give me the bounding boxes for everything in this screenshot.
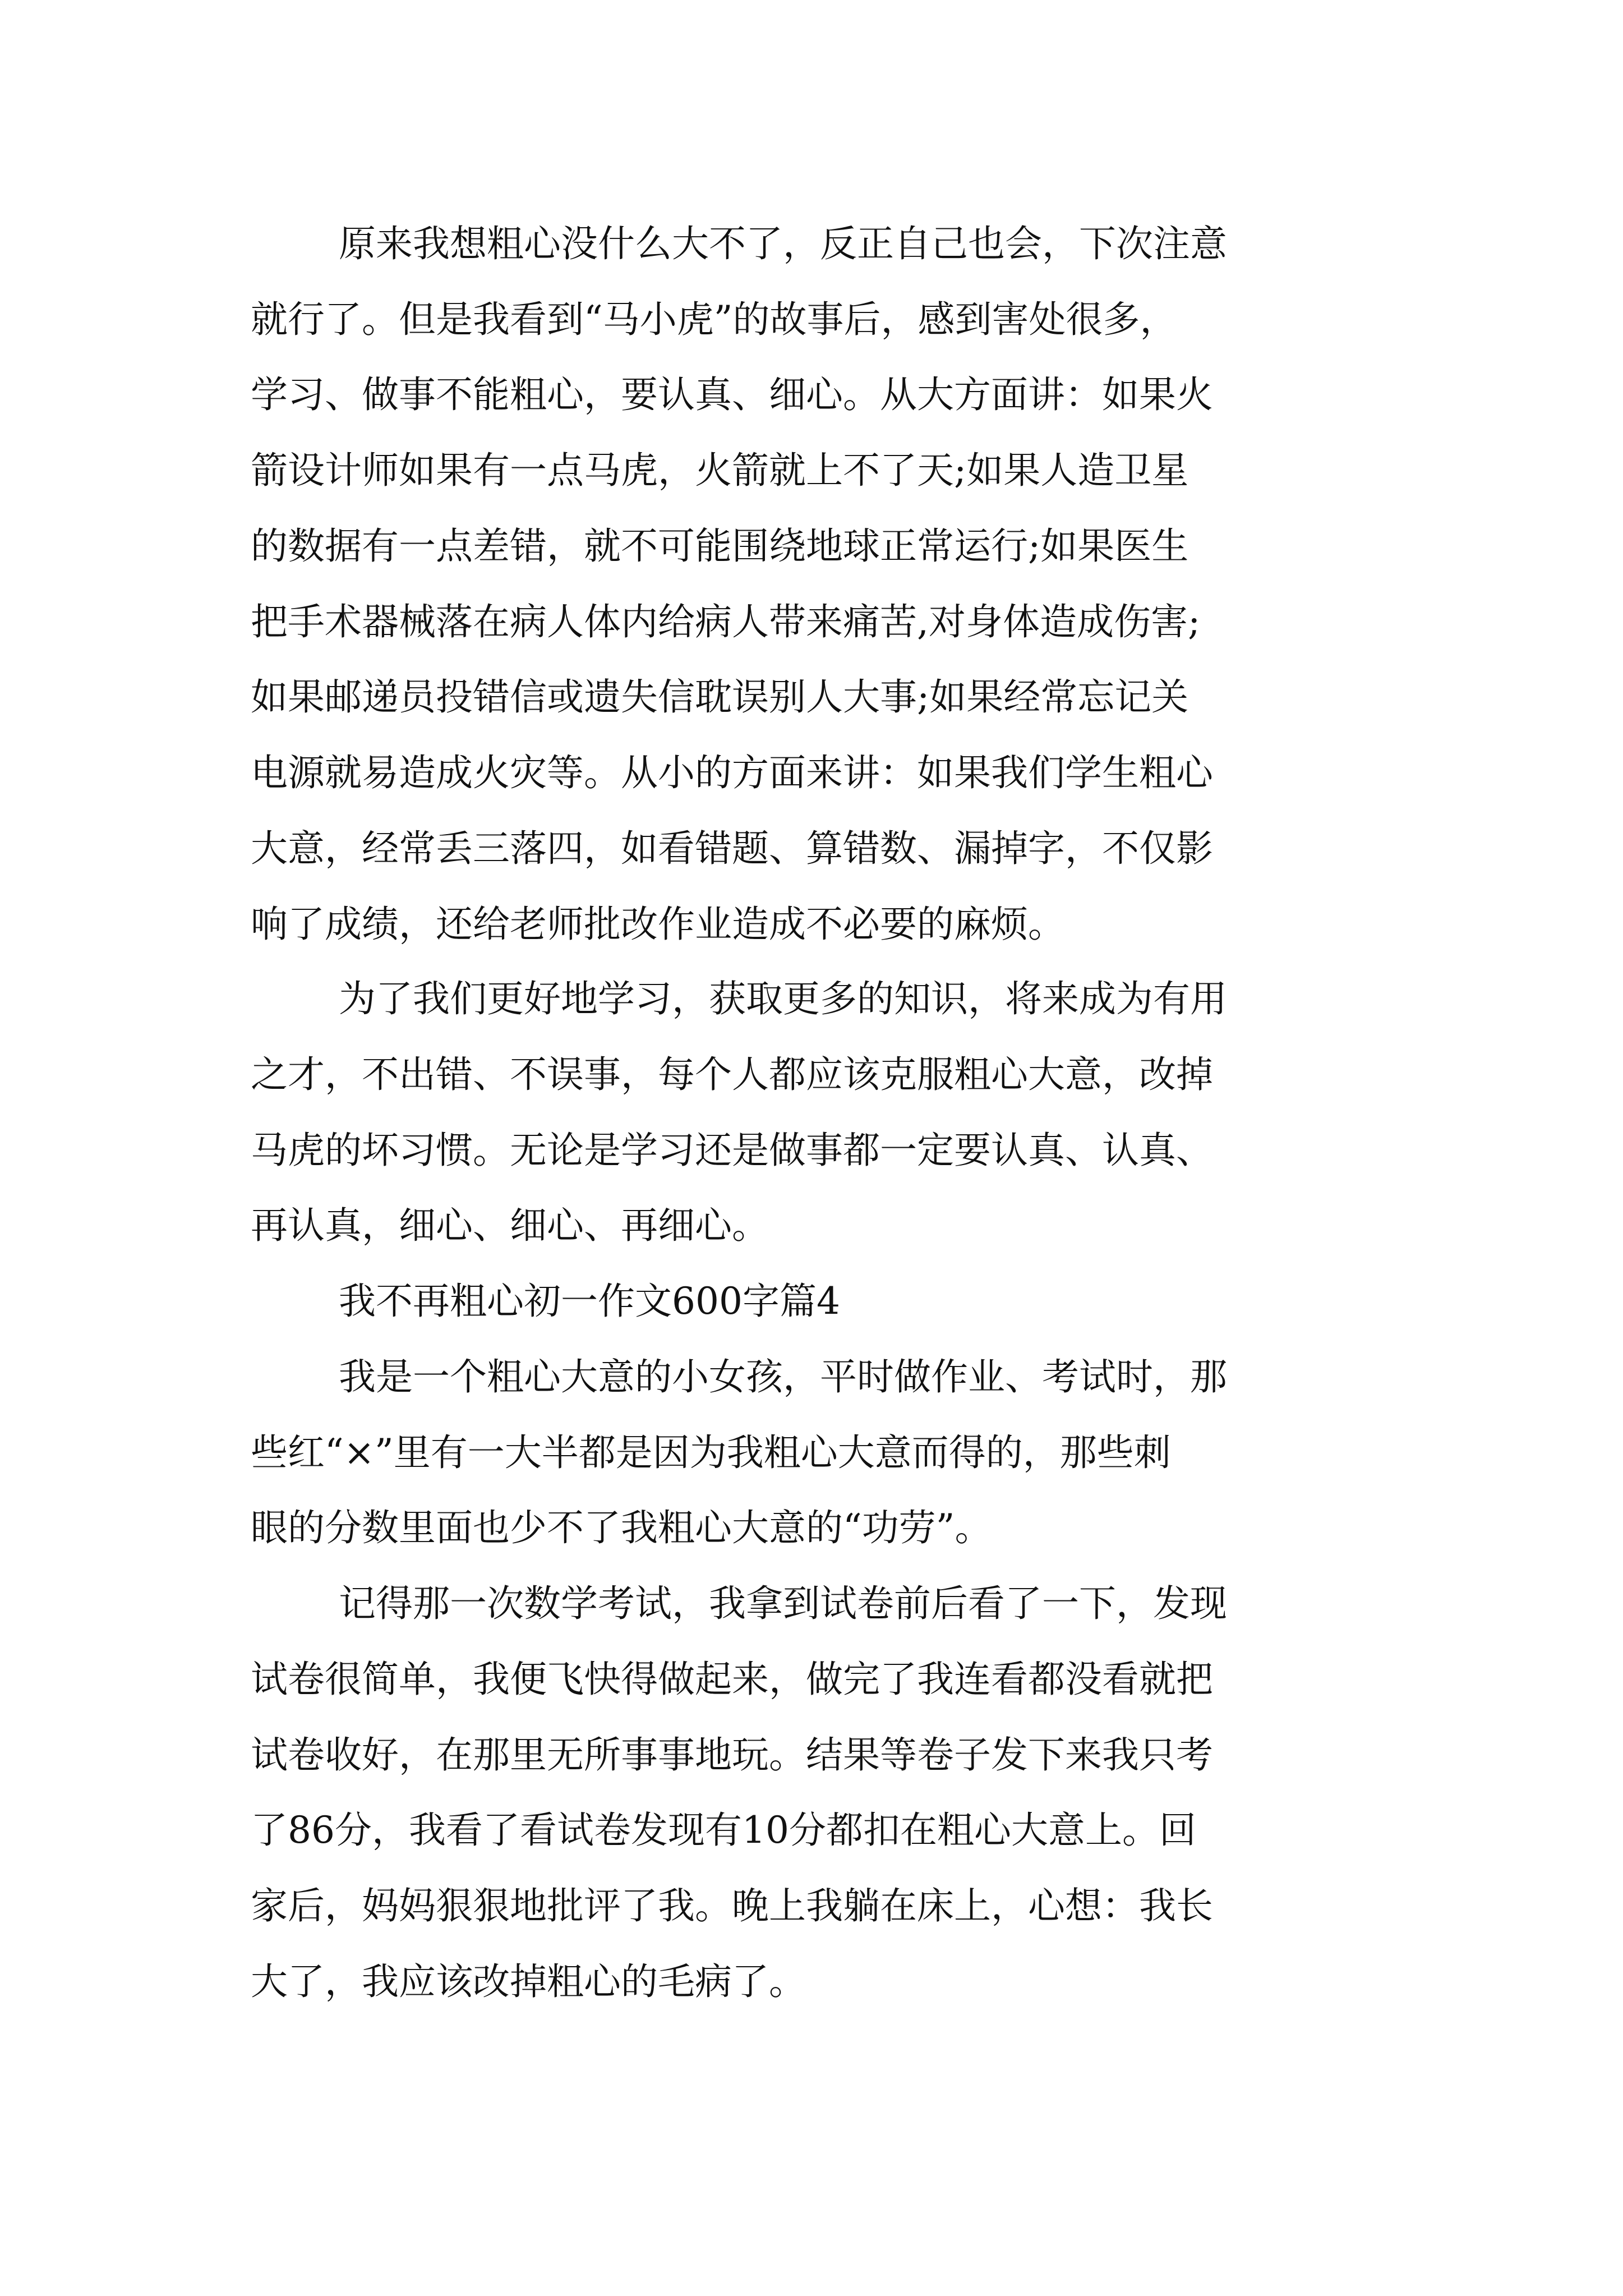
text-line: 记得那一次数学考试，我拿到试卷前后看了一下，发现 [339,1582,1227,1625]
text-line: 大了，我应该改掉粗心的毛病了。 [251,1960,806,2003]
text-line: 原来我想粗心没什么大不了，反正自己也会，下次注意 [339,222,1227,265]
text-line: 眼的分数里面也少不了我粗心大意的“功劳”。 [251,1506,992,1549]
text-line: 就行了。但是我看到“马小虎”的故事后，感到害处很多， [251,298,1177,341]
text-line: 如果邮递员投错信或遗失信耽误别人大事;如果经常忘记关 [251,675,1189,719]
section-heading: 我不再粗心初一作文600字篇4 [339,1280,840,1323]
text-line: 电源就易造成火灾等。从小的方面来讲：如果我们学生粗心 [251,751,1213,794]
text-line: 再认真，细心、细心、再细心。 [251,1204,769,1247]
text-line: 试卷收好，在那里无所事事地玩。结果等卷子发下来我只考 [251,1733,1213,1777]
text-line: 试卷很简单，我便飞快得做起来，做完了我连看都没看就把 [251,1658,1213,1701]
text-line: 之才，不出错、不误事，每个人都应该克服粗心大意，改掉 [251,1053,1213,1096]
text-line: 家后，妈妈狠狠地批评了我。晚上我躺在床上，心想：我长 [251,1884,1213,1927]
text-line: 了86分，我看了看试卷发现有10分都扣在粗心大意上。回 [251,1809,1196,1852]
text-line: 把手术器械落在病人体内给病人带来痛苦,对身体造成伤害; [251,600,1201,643]
text-line: 的数据有一点差错，就不可能围绕地球正常运行;如果医生 [251,524,1189,568]
text-line: 大意，经常丢三落四，如看错题、算错数、漏掉字，不仅影 [251,827,1213,870]
text-line: 马虎的坏习惯。无论是学习还是做事都一定要认真、认真、 [251,1129,1213,1172]
text-line: 箭设计师如果有一点马虎，火箭就上不了天;如果人造卫星 [251,449,1189,492]
text-line: 为了我们更好地学习，获取更多的知识，将来成为有用 [339,977,1227,1020]
text-line: 我是一个粗心大意的小女孩，平时做作业、考试时，那 [339,1355,1227,1398]
text-line: 些红“×”里有一大半都是因为我粗心大意而得的，那些刺 [251,1431,1171,1474]
text-line: 响了成绩，还给老师批改作业造成不必要的麻烦。 [251,903,1065,946]
text-line: 学习、做事不能粗心，要认真、细心。从大方面讲：如果火 [251,373,1213,416]
